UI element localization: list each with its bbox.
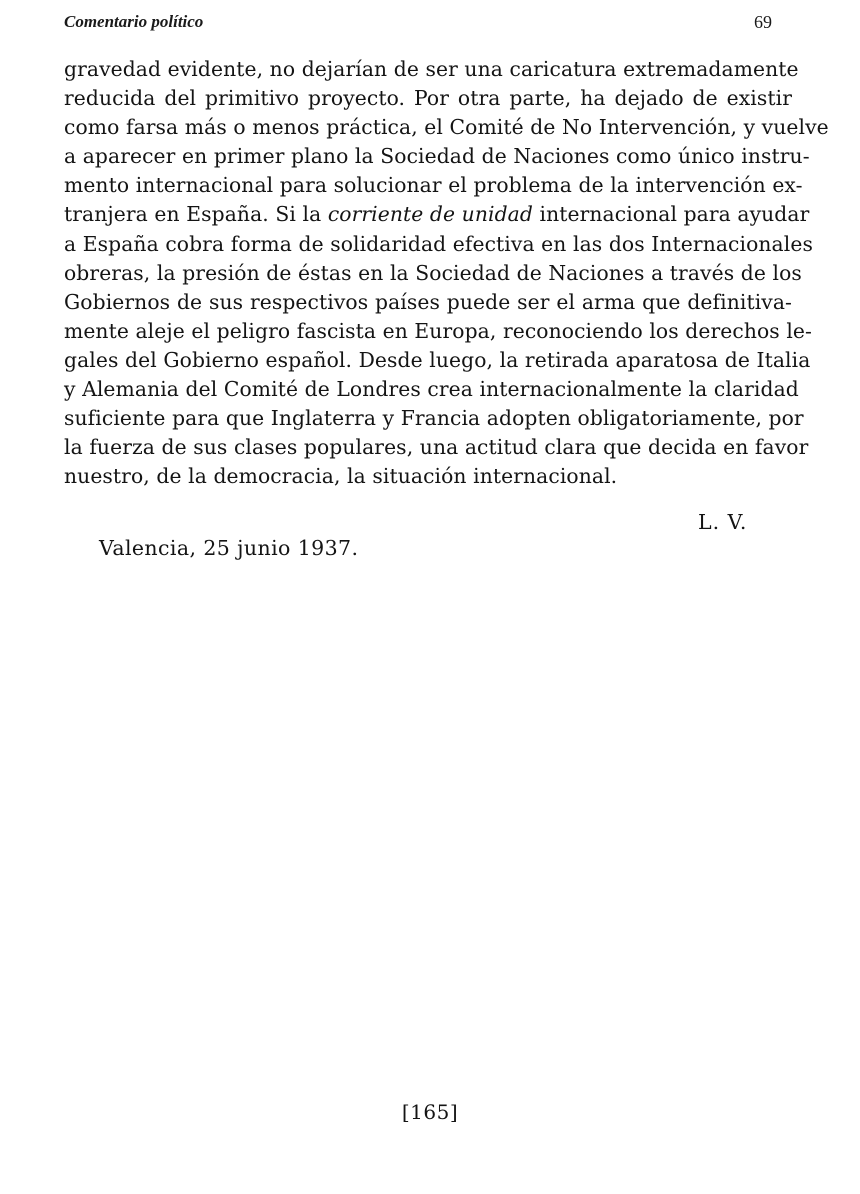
text-line: la fuerza de sus clases populares, una actitud clara que decida en favor (64, 435, 809, 460)
text-segment: tranjera en España. Si la (64, 202, 322, 227)
text-line: obreras, la presión de éstas en la Sociedad de Naciones a través de los (64, 260, 802, 285)
author-signature: L. V. (698, 510, 748, 534)
text-line: suficiente para que Inglaterra y Francia adopten obligatoriamente, por (64, 406, 804, 431)
text-line: a España cobra forma de solidaridad efectiva en las dos Internacionales (64, 231, 813, 256)
body-paragraph (64, 55, 829, 491)
text-line: gravedad evidente, no dejarían de ser una caricatura extremadamente (64, 57, 799, 81)
text-line: reducida del primitivo proyecto. Por otra parte, ha dejado de existir (64, 86, 792, 111)
text-line-with-emphasis (64, 200, 810, 229)
text-line: a aparecer en primer plano la Sociedad de Naciones como único instru- (64, 144, 810, 169)
folio-number: 69 (754, 12, 772, 32)
dateline: Valencia, 25 junio 1937. (99, 536, 359, 560)
text-line: y Alemania del Comité de Londres crea internacionalmente la claridad (64, 377, 799, 402)
text-line: mente aleje el peligro fascista en Europa, reconociendo los derechos le- (64, 318, 812, 343)
text-line: gales del Gobierno español. Desde luego, la retirada aparatosa de Italia (64, 347, 811, 372)
text-line: mento internacional para solucionar el problema de la intervención ex- (64, 173, 803, 198)
text-line: como farsa más o menos práctica, el Comité de No Intervención, y vuelve (64, 115, 829, 140)
text-line: nuestro, de la democracia, la situación internacional. (64, 464, 618, 489)
text-segment: internacional para ayudar (539, 202, 810, 227)
running-title: Comentario político (64, 12, 204, 31)
emphasis-phrase: corriente de unidad (327, 202, 533, 227)
page-number: [165] (401, 1100, 459, 1124)
text-line: Gobiernos de sus respectivos países puede ser el arma que definitiva- (64, 289, 792, 314)
running-head (64, 10, 772, 36)
